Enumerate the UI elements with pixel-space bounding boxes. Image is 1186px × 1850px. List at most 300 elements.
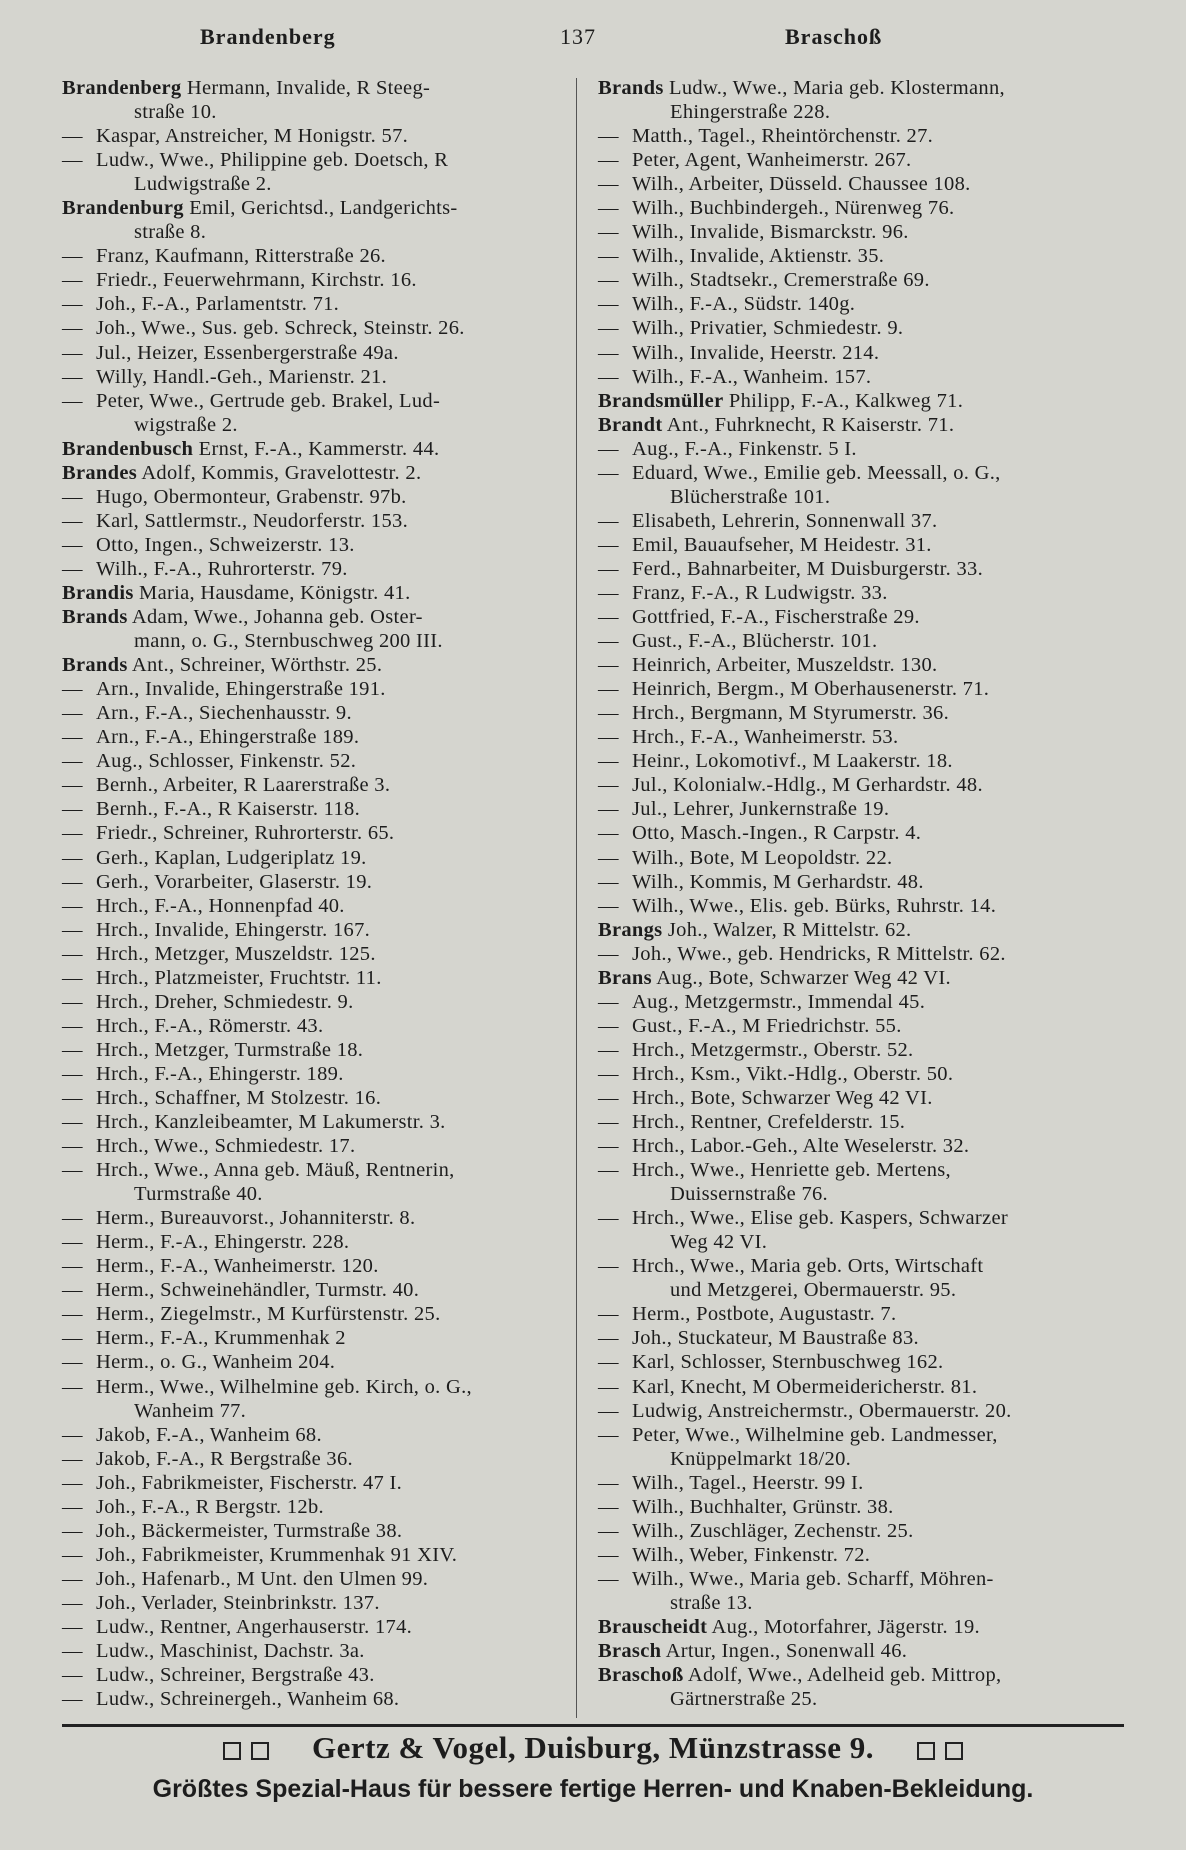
ditto-dash: — [62,1471,83,1494]
ditto-dash: — [62,149,83,172]
entry-text: Aug., F.-A., Finkenstr. 5 I. [632,437,857,460]
running-header-right: Braschoß [785,24,883,49]
directory-entry [62,244,582,268]
entry-text: Wilh., Wwe., Maria geb. Scharff, Möhren- [632,1567,994,1590]
ditto-dash: — [62,317,83,340]
directory-entry [62,773,582,797]
ditto-dash: — [62,1495,83,1518]
directory-entry [598,509,1118,533]
directory-entry [598,773,1118,797]
ditto-dash: — [62,1688,83,1711]
surname: Brandt [598,413,663,436]
entry-text: straße 13. [670,1591,753,1614]
directory-entry [598,148,1118,172]
ditto-dash: — [598,509,619,532]
directory-entry [598,76,1118,100]
ditto-dash: — [598,1567,619,1590]
ditto-dash: — [598,702,619,725]
directory-entry [598,870,1118,894]
directory-entry-continuation [598,1182,1118,1206]
entry-text: mann, o. G., Sternbuschweg 200 III. [134,630,443,653]
entry-text: Ernst, F.-A., Kammerstr. 44. [198,437,440,460]
directory-entry [62,1447,582,1471]
entry-text: Peter, Agent, Wanheimerstr. 267. [632,149,912,172]
entry-text: Hrch., Metzger, Turmstraße 18. [96,1038,364,1061]
entry-text: Heinrich, Arbeiter, Muszeldstr. 130. [632,654,938,677]
directory-entry-continuation [598,1447,1118,1471]
entry-text: Hrch., Rentner, Crefelderstr. 15. [632,1111,906,1134]
directory-entry [62,1543,582,1567]
ditto-dash: — [62,1062,83,1085]
ditto-dash: — [62,678,83,701]
surname: Brasch [598,1640,662,1663]
directory-entry [62,1206,582,1230]
directory-entry [62,677,582,701]
directory-entry [62,1567,582,1591]
directory-entry [62,148,582,172]
ditto-dash: — [598,870,619,893]
entry-text: Hrch., Wwe., Anna geb. Mäuß, Rentnerin, [96,1159,455,1182]
entry-text: Bernh., Arbeiter, R Laarerstraße 3. [96,774,391,797]
entry-text: Franz, F.-A., R Ludwigstr. 33. [632,581,888,604]
ditto-dash: — [598,125,619,148]
entry-text: Gärtnerstraße 25. [670,1688,818,1711]
ditto-dash: — [598,1207,619,1230]
entry-text: Adolf, Kommis, Gravelottestr. 2. [141,461,422,484]
surname: Brandenbusch [62,437,194,460]
ditto-dash: — [598,1327,619,1350]
directory-entry [62,1471,582,1495]
entry-text: Artur, Ingen., Sonenwall 46. [665,1640,908,1663]
directory-entry-continuation [598,485,1118,509]
directory-entry [598,1326,1118,1350]
entry-text: Ludwig, Anstreichermstr., Obermauerstr. 20. [632,1399,1012,1422]
ditto-dash: — [62,1616,83,1638]
entry-text: Blücherstraße 101. [670,485,831,508]
entry-text: Jul., Heizer, Essenbergerstraße 49a. [96,341,399,364]
directory-entry [598,1302,1118,1326]
ditto-dash: — [598,1543,619,1566]
entry-text: Hrch., Bote, Schwarzer Weg 42 VI. [632,1086,933,1109]
directory-entry [598,1062,1118,1086]
directory-entry [598,1639,1118,1663]
directory-entry [598,316,1118,340]
ditto-dash: — [62,1159,83,1182]
directory-entry [598,1206,1118,1230]
directory-entry-continuation [62,100,582,124]
entry-text: Hrch., Ksm., Vikt.-Hdlg., Oberstr. 50. [632,1062,954,1085]
ditto-dash: — [598,1399,619,1422]
directory-entry [62,1302,582,1326]
ditto-dash: — [62,1640,83,1663]
entry-text: Aug., Schlosser, Finkenstr. 52. [96,750,357,773]
entry-text: Ludw., Rentner, Angerhauserstr. 174. [96,1616,413,1638]
entry-text: Hrch., Wwe., Henriette geb. Mertens, [632,1159,951,1182]
directory-entry [62,918,582,942]
directory-entry [598,1543,1118,1567]
directory-entry [62,605,582,629]
ditto-dash: — [62,774,83,797]
entry-text: Wilh., F.-A., Südstr. 140g. [632,293,856,316]
entry-text: Wilh., Kommis, M Gerhardstr. 48. [632,870,924,893]
entry-text: Ant., Schreiner, Wörthstr. 25. [131,654,383,677]
ditto-dash: — [62,918,83,941]
ditto-dash: — [62,966,83,989]
entry-text: Joh., Walzer, R Mittelstr. 62. [667,918,912,941]
directory-entry [598,1254,1118,1278]
ditto-dash: — [598,461,619,484]
directory-entry [598,413,1118,437]
entry-text: Otto, Ingen., Schweizerstr. 13. [96,533,355,556]
ditto-dash: — [62,726,83,749]
directory-entry [598,1375,1118,1399]
entry-text: Wilh., Arbeiter, Düsseld. Chaussee 108. [632,173,971,196]
left-column [62,76,582,1711]
directory-entry [62,437,582,461]
ditto-dash: — [598,846,619,869]
directory-entry [62,1158,582,1182]
ditto-dash: — [598,221,619,244]
square-ornament-icon [917,1742,935,1760]
directory-entry [62,1423,582,1447]
entry-text: Adolf, Wwe., Adelheid geb. Mittrop, [687,1664,1002,1687]
entry-text: Wilh., Buchhalter, Grünstr. 38. [632,1495,894,1518]
entry-text: Duissernstraße 76. [670,1183,828,1206]
horizontal-rule [62,1724,1124,1727]
entry-text: Wilh., Zuschläger, Zechenstr. 25. [632,1519,914,1542]
ditto-dash: — [62,1231,83,1254]
entry-text: Hrch., Platzmeister, Fruchtstr. 11. [96,966,382,989]
ditto-dash: — [62,1038,83,1061]
directory-entry [598,196,1118,220]
surname: Brauscheidt [598,1616,708,1638]
entry-text: Philipp, F.-A., Kalkweg 71. [728,389,964,412]
directory-entry [62,1375,582,1399]
directory-entry [598,918,1118,942]
directory-entry [598,1663,1118,1687]
directory-entry-continuation [62,413,582,437]
entry-text: Hrch., Dreher, Schmiedestr. 9. [96,990,354,1013]
entry-text: Herm., F.-A., Ehingerstr. 228. [96,1231,350,1254]
directory-entry [598,1134,1118,1158]
ditto-dash: — [598,197,619,220]
entry-text: Franz, Kaufmann, Ritterstraße 26. [96,245,386,268]
directory-entry [62,1495,582,1519]
directory-entry [598,725,1118,749]
directory-entry [62,581,582,605]
directory-entry [598,1519,1118,1543]
entry-text: Karl, Sattlermstr., Neudorferstr. 153. [96,509,409,532]
ditto-dash: — [598,581,619,604]
directory-entry [598,1014,1118,1038]
directory-entry [62,292,582,316]
entry-text: Herm., Bureauvorst., Johanniterstr. 8. [96,1207,416,1230]
directory-entry [62,1062,582,1086]
entry-text: Turmstraße 40. [134,1183,263,1206]
entry-text: Hermann, Invalide, R Steeg- [186,77,431,99]
directory-entry-continuation [62,220,582,244]
entry-text: straße 8. [134,221,207,244]
ditto-dash: — [62,365,83,388]
surname: Brandsmüller [598,389,724,412]
entry-text: Hrch., F.-A., Wanheimerstr. 53. [632,726,899,749]
entry-text: Peter, Wwe., Wilhelmine geb. Landmesser, [632,1423,998,1446]
entry-text: Herm., o. G., Wanheim 204. [96,1351,336,1374]
entry-text: Wilh., Bote, M Leopoldstr. 22. [632,846,893,869]
directory-entry-continuation [598,1278,1118,1302]
ditto-dash: — [598,533,619,556]
entry-text: Willy, Handl.-Geh., Marienstr. 21. [96,365,388,388]
ditto-dash: — [598,726,619,749]
entry-text: Joh., Fabrikmeister, Krummenhak 91 XIV. [96,1543,458,1566]
surname: Brandes [62,461,138,484]
directory-entry [62,1230,582,1254]
directory-entry-continuation [62,1399,582,1423]
entry-text: Arn., Invalide, Ehingerstraße 191. [96,678,386,701]
surname: Brands [598,77,664,99]
entry-text: Otto, Masch.-Ingen., R Carpstr. 4. [632,822,922,845]
ditto-dash: — [62,1351,83,1374]
entry-text: Arn., F.-A., Siechenhausstr. 9. [96,702,352,725]
directory-entry [598,268,1118,292]
directory-entry [598,244,1118,268]
directory-entry [62,1014,582,1038]
ditto-dash: — [598,654,619,677]
ditto-dash: — [62,341,83,364]
directory-entry [598,821,1118,845]
entry-text: Joh., Wwe., Sus. geb. Schreck, Steinstr. 26. [96,317,465,340]
entry-text: Hrch., F.-A., Römerstr. 43. [96,1014,324,1037]
entry-text: Hrch., Metzger, Muszeldstr. 125. [96,942,376,965]
ditto-dash: — [598,798,619,821]
directory-entry [62,1663,582,1687]
directory-entry-continuation [598,1591,1118,1615]
running-header-left: Brandenberg [200,24,336,49]
directory-entry [598,1471,1118,1495]
surname: Brandenberg [62,77,182,99]
directory-entry [62,1326,582,1350]
directory-entry [598,365,1118,389]
ditto-dash: — [62,750,83,773]
entry-text: Wilh., Weber, Finkenstr. 72. [632,1543,871,1566]
directory-entry [62,1038,582,1062]
directory-entry [62,990,582,1014]
ditto-dash: — [62,1664,83,1687]
entry-text: Herm., F.-A., Krummenhak 2 [96,1327,346,1350]
entry-text: Hrch., Metzgermstr., Oberstr. 52. [632,1038,914,1061]
entry-text: Weg 42 VI. [670,1231,768,1254]
entry-text: Jakob, F.-A., R Bergstraße 36. [96,1447,353,1470]
ditto-dash: — [598,365,619,388]
directory-entry [598,797,1118,821]
entry-text: Bernh., F.-A., R Kaiserstr. 118. [96,798,360,821]
ditto-dash: — [62,990,83,1013]
ditto-dash: — [598,822,619,845]
entry-text: Peter, Wwe., Gertrude geb. Brakel, Lud- [96,389,441,412]
ditto-dash: — [598,317,619,340]
ditto-dash: — [598,173,619,196]
entry-text: Ludw., Maschinist, Dachstr. 3a. [96,1640,365,1663]
entry-text: Wilh., Invalide, Bismarckstr. 96. [632,221,909,244]
entry-text: Joh., Wwe., geb. Hendricks, R Mittelstr. 62. [632,942,1006,965]
ditto-dash: — [598,1375,619,1398]
square-ornament-icon [945,1742,963,1760]
ditto-dash: — [598,1255,619,1278]
ditto-dash: — [62,1086,83,1109]
entry-text: Hrch., Schaffner, M Stolzestr. 16. [96,1086,382,1109]
entry-text: Ludw., Wwe., Philippine geb. Doetsch, R [96,149,449,172]
directory-entry [598,653,1118,677]
directory-entry [62,341,582,365]
ditto-dash: — [62,1014,83,1037]
entry-text: Ant., Fuhrknecht, R Kaiserstr. 71. [666,413,955,436]
entry-text: Wilh., Invalide, Aktienstr. 35. [632,245,885,268]
ditto-dash: — [62,1519,83,1542]
ditto-dash: — [62,509,83,532]
ditto-dash: — [598,1303,619,1326]
directory-entry [598,1495,1118,1519]
directory-entry [62,894,582,918]
ditto-dash: — [598,1111,619,1134]
ditto-dash: — [598,630,619,653]
entry-text: Adam, Wwe., Johanna geb. Oster- [131,606,423,629]
entry-text: Wilh., Tagel., Heerstr. 99 I. [632,1471,864,1494]
surname: Braschoß [598,1664,684,1687]
entry-text: Gerh., Vorarbeiter, Glaserstr. 19. [96,870,373,893]
ditto-dash: — [598,1038,619,1061]
entry-text: Ferd., Bahnarbeiter, M Duisburgerstr. 33. [632,557,983,580]
ditto-dash: — [62,125,83,148]
directory-entry [62,268,582,292]
entry-text: Aug., Metzgermstr., Immendal 45. [632,990,926,1013]
directory-entry [598,942,1118,966]
directory-entry-continuation [62,172,582,196]
directory-entry [598,389,1118,413]
directory-entry [598,172,1118,196]
entry-text: Hrch., F.-A., Ehingerstr. 189. [96,1062,344,1085]
ditto-dash: — [62,485,83,508]
ditto-dash: — [598,269,619,292]
ditto-dash: — [598,1135,619,1158]
entry-text: Arn., F.-A., Ehingerstraße 189. [96,726,360,749]
directory-entry [598,894,1118,918]
ditto-dash: — [62,846,83,869]
entry-text: Herm., Postbote, Augustastr. 7. [632,1303,897,1326]
ditto-dash: — [62,798,83,821]
ditto-dash: — [62,1447,83,1470]
entry-text: Gust., F.-A., M Friedrichstr. 55. [632,1014,902,1037]
directory-entry [62,196,582,220]
entry-text: Wilh., Wwe., Elis. geb. Bürks, Ruhrstr. 14. [632,894,997,917]
directory-entry [62,749,582,773]
ditto-dash: — [598,1519,619,1542]
ditto-dash: — [598,341,619,364]
ditto-dash: — [598,245,619,268]
entry-text: Gust., F.-A., Blücherstr. 101. [632,630,878,653]
ditto-dash: — [598,149,619,172]
ditto-dash: — [598,894,619,917]
ditto-dash: — [598,942,619,965]
entry-text: Maria, Hausdame, Königstr. 41. [139,581,411,604]
entry-text: Hrch., Kanzleibeamter, M Lakumerstr. 3. [96,1111,446,1134]
directory-entry [598,1350,1118,1374]
ditto-dash: — [62,1591,83,1614]
directory-entry [62,1086,582,1110]
column-divider [576,78,577,1718]
surname: Brans [598,966,652,989]
directory-entry [598,749,1118,773]
directory-entry [598,629,1118,653]
entry-text: Wanheim 77. [134,1399,247,1422]
entry-text: Heinrich, Bergm., M Oberhausenerstr. 71. [632,678,990,701]
directory-entry [598,1399,1118,1423]
directory-entry [598,1038,1118,1062]
directory-entry [598,461,1118,485]
directory-entry [598,1567,1118,1591]
directory-entry [598,292,1118,316]
directory-entry-continuation [62,629,582,653]
entry-text: Joh., Verlader, Steinbrinkstr. 137. [96,1591,380,1614]
directory-entry [598,220,1118,244]
entry-text: Joh., F.-A., R Bergstr. 12b. [96,1495,324,1518]
ditto-dash: — [62,1543,83,1566]
entry-text: Herm., Wwe., Wilhelmine geb. Kirch, o. G., [96,1375,472,1398]
entry-text: Ludw., Wwe., Maria geb. Klostermann, [669,77,1005,99]
surname: Brandis [62,581,134,604]
entry-text: Joh., Hafenarb., M Unt. den Ulmen 99. [96,1567,429,1590]
directory-entry-continuation [598,1230,1118,1254]
ditto-dash: — [62,942,83,965]
entry-text: Heinr., Lokomotivf., M Laakerstr. 18. [632,750,953,773]
ditto-dash: — [598,606,619,629]
ditto-dash: — [62,1303,83,1326]
directory-entry [62,1639,582,1663]
directory-entry [62,1350,582,1374]
ditto-dash: — [598,293,619,316]
ditto-dash: — [62,1567,83,1590]
directory-entry [598,701,1118,725]
directory-entry [598,533,1118,557]
directory-entry [598,1086,1118,1110]
directory-entry [62,1134,582,1158]
entry-text: Eduard, Wwe., Emilie geb. Meessall, o. G., [632,461,1001,484]
directory-entry [62,966,582,990]
directory-entry [62,1591,582,1615]
advertisement-tagline: Größtes Spezial-Haus für bessere fertige Herren- und Knaben-Bekleidung. [152,1775,1034,1803]
ditto-dash: — [598,1159,619,1182]
directory-entry-continuation [598,100,1118,124]
entry-text: Karl, Knecht, M Obermeidericherstr. 81. [632,1375,978,1398]
directory-entry [598,605,1118,629]
entry-text: Wilh., Stadtsekr., Cremerstraße 69. [632,269,930,292]
directory-entry [62,1278,582,1302]
entry-text: Herm., F.-A., Wanheimerstr. 120. [96,1255,379,1278]
directory-entry [62,870,582,894]
entry-text: Wilh., Invalide, Heerstr. 214. [632,341,880,364]
surname: Brands [62,654,128,677]
ditto-dash: — [62,1111,83,1134]
entry-text: Jul., Kolonialw.-Hdlg., M Gerhardstr. 48. [632,774,983,797]
ditto-dash: — [62,1135,83,1158]
ditto-dash: — [62,870,83,893]
ditto-dash: — [62,1423,83,1446]
ditto-dash: — [62,557,83,580]
entry-text: Herm., Ziegelmstr., M Kurfürstenstr. 25. [96,1303,441,1326]
ditto-dash: — [598,1351,619,1374]
directory-entry [598,677,1118,701]
directory-entry [598,846,1118,870]
ditto-dash: — [62,1327,83,1350]
